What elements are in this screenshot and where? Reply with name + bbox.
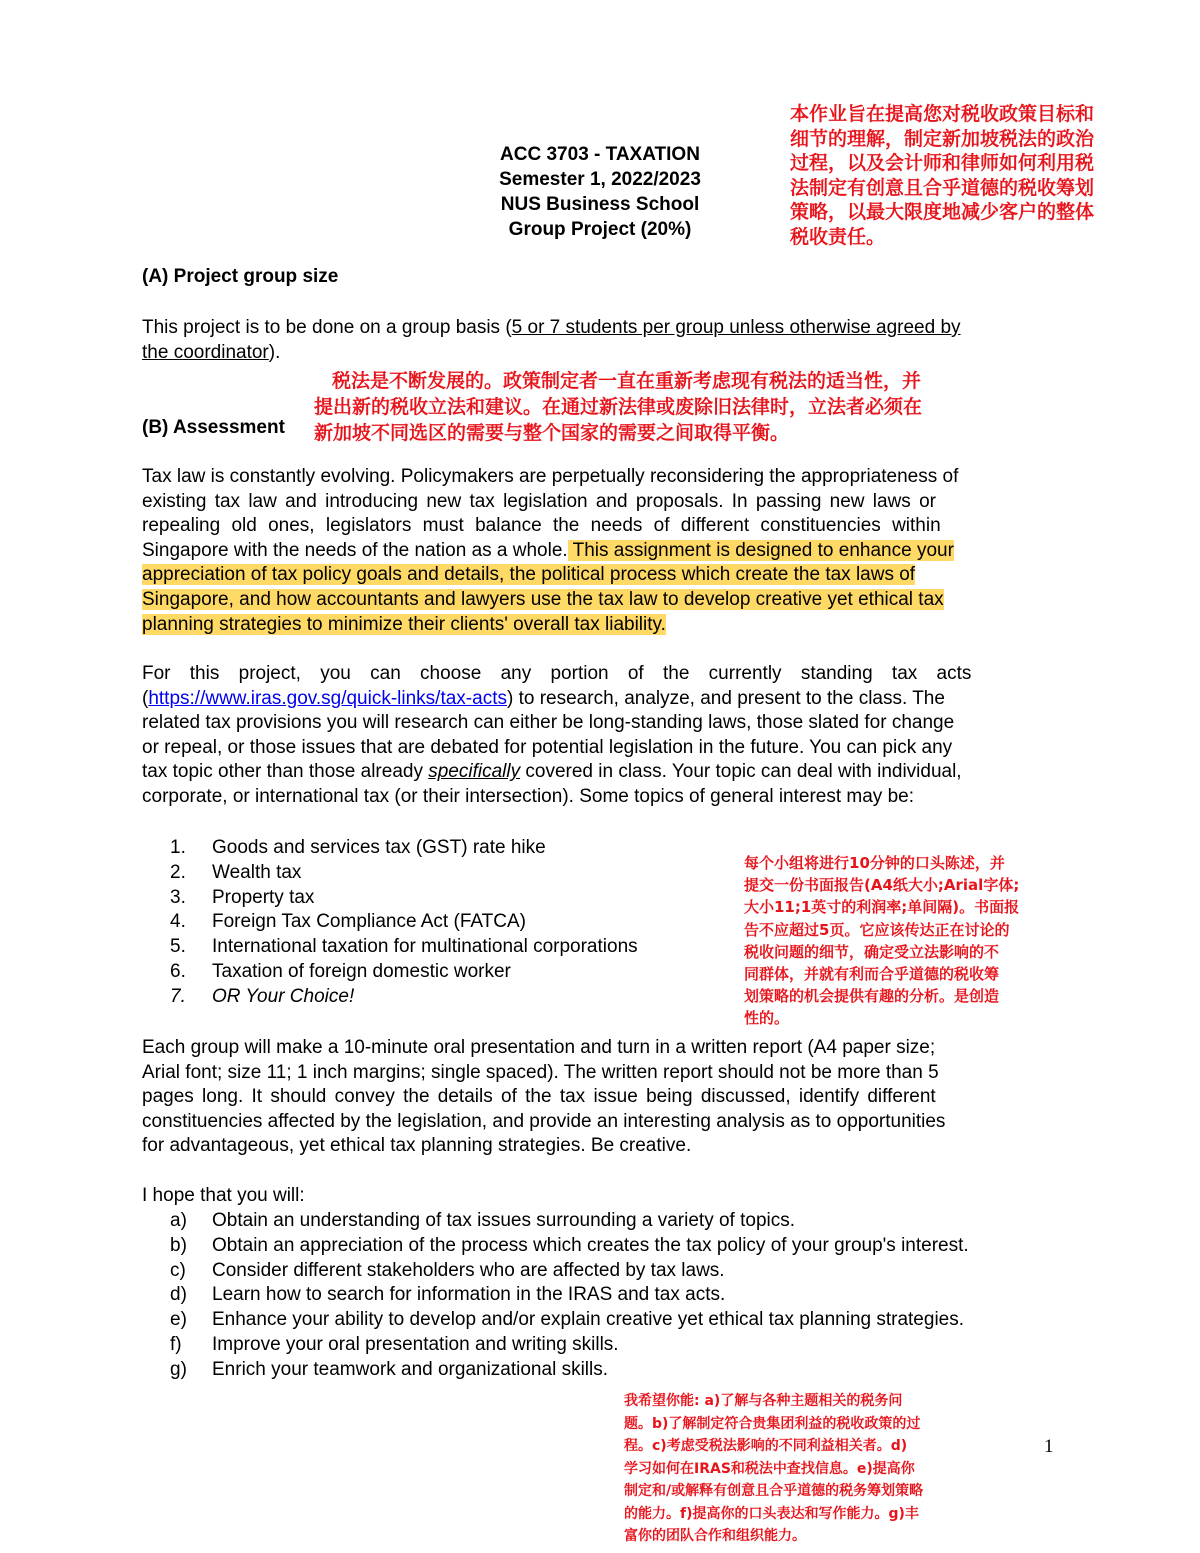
text-line: Tax law is constantly evolving. Policymakers are perpetually reconsidering the appropriateness of	[142, 466, 959, 487]
annotation-line: 新加坡不同选区的需要与整个国家的需要之间取得平衡。	[314, 422, 790, 444]
text-line: corporate, or international tax (or their intersection). Some topics of general interest may be:	[142, 785, 914, 807]
list-item	[170, 861, 638, 886]
topics-list	[170, 836, 638, 1010]
list-item	[170, 935, 638, 960]
list-item-text: Property tax	[212, 886, 315, 908]
list-item-text: Enhance your ability to develop and/or explain creative yet ethical tax planning strategies.	[212, 1309, 965, 1331]
annotation-line: 富你的团队合作和组织能力。	[624, 1528, 806, 1544]
annotation-line: 提交一份书面报告(A4纸大小;Arial字体;	[744, 876, 1020, 895]
list-item-text: Learn how to search for information in the IRAS and tax acts.	[212, 1284, 726, 1306]
highlighted-text: appreciation of tax policy goals and details, the political process which create the tax laws of	[142, 564, 916, 586]
text-fragment: tax topic other than those already	[142, 761, 429, 783]
annotation-line: 过程，以及会计师和律师如何利用税	[790, 152, 1095, 174]
annotation-line: 策略，以最大限度地减少客户的整体	[790, 201, 1095, 223]
section-a-text	[142, 316, 1060, 365]
list-item-text: Taxation of foreign domestic worker	[212, 960, 511, 982]
list-item-text: Enrich your teamwork and organizational skills.	[212, 1358, 609, 1380]
chinese-annotation-2	[314, 368, 1054, 446]
list-item-text: Obtain an appreciation of the process which creates the tax policy of your group's interest.	[212, 1234, 969, 1256]
annotation-line: 每个小组将进行10分钟的口头陈述，并	[744, 854, 1005, 872]
list-marker: a)	[170, 1210, 187, 1231]
annotation-line: 学习如何在IRAS和税法中查找信息。e)提高你	[624, 1460, 915, 1477]
highlighted-text: Singapore, and how accountants and lawyers use the tax law to develop creative yet ethical tax	[142, 588, 944, 610]
annotation-line: 的能力。f)提高你的口头表达和写作能力。g)丰	[624, 1505, 919, 1522]
list-marker: 3.	[170, 886, 186, 908]
list-item	[170, 960, 638, 985]
text-line: for advantageous, yet ethical tax planning strategies. Be creative.	[142, 1135, 692, 1157]
list-item	[170, 886, 638, 911]
list-item	[170, 836, 638, 861]
list-item	[170, 1308, 969, 1333]
text-fragment: covered in class. Your topic can deal with individual,	[520, 761, 962, 783]
annotation-line: 大小11;1英寸的利润率;单间隔)。书面报	[744, 898, 1020, 917]
list-item-text: Obtain an understanding of tax issues surrounding a variety of topics.	[212, 1210, 796, 1231]
text-line: Each group will make a 10-minute oral presentation and turn in a written report (A4 paper size;	[142, 1037, 936, 1058]
list-marker: 6.	[170, 960, 186, 982]
annotation-line: 告不应超过5页。它应该传达正在讨论的	[744, 920, 1010, 939]
list-marker: e)	[170, 1309, 187, 1331]
list-item	[170, 1259, 969, 1284]
highlighted-text: planning strategies to minimize their clients' overall tax liability.	[142, 613, 666, 635]
list-marker: c)	[170, 1259, 186, 1281]
text-line: related tax provisions you will research can either be long-standing laws, those slated for change	[142, 712, 955, 734]
section-a-heading: (A) Project group size	[142, 266, 339, 287]
list-marker: 2.	[170, 861, 186, 883]
list-item-text: Improve your oral presentation and writing skills.	[212, 1333, 619, 1355]
page-number: 1	[1044, 1436, 1054, 1457]
list-item	[170, 985, 638, 1010]
list-item	[170, 1358, 969, 1383]
objectives-list	[170, 1209, 969, 1383]
section-b-heading: (B) Assessment	[142, 417, 285, 438]
text-line: repealing old ones, legislators must balance the needs of different constituencies within	[142, 515, 941, 537]
list-marker: b)	[170, 1234, 187, 1256]
chinese-annotation-1	[790, 102, 1152, 249]
chinese-annotation-4	[624, 1390, 1024, 1548]
annotation-line: 税收责任。	[790, 225, 886, 248]
document-header	[420, 142, 780, 242]
list-marker: f)	[170, 1333, 182, 1355]
list-item	[170, 1209, 969, 1234]
emphasized-text: specifically	[428, 761, 521, 783]
list-marker: 7.	[170, 985, 186, 1007]
underlined-text: 5 or 7 students per group unless otherwise agreed by	[511, 317, 961, 338]
chinese-annotation-3	[744, 852, 1060, 1030]
text-fragment: Singapore with the needs of the nation as a whole.	[142, 539, 568, 561]
list-item	[170, 1333, 969, 1358]
list-marker: 4.	[170, 911, 186, 933]
school-name: NUS Business School	[500, 194, 700, 215]
highlighted-text: This assignment is designed to enhance your	[567, 539, 954, 561]
project-weight: Group Project (20%)	[508, 219, 692, 240]
text-line: pages long. It should convey the details of the tax issue being discussed, identify different	[142, 1086, 936, 1108]
list-item-text: International taxation for multinational corporations	[212, 936, 638, 958]
tax-acts-link[interactable]: https://www.iras.gov.sg/quick-links/tax-acts	[148, 687, 507, 709]
text-line: existing tax law and introducing new tax legislation and proposals. In passing new laws or	[142, 490, 936, 512]
annotation-line: 程。c)考虑受税法影响的不同利益相关者。d)	[624, 1438, 908, 1454]
list-marker: d)	[170, 1284, 187, 1306]
list-marker: 1.	[170, 837, 186, 858]
annotation-line: 税收问题的细节，确定受立法影响的不	[744, 942, 1000, 961]
assessment-paragraph-3	[142, 1036, 1060, 1159]
text-fragment: (	[142, 687, 149, 709]
list-item-text: OR Your Choice!	[212, 985, 355, 1007]
text-line: Arial font; size 11; 1 inch margins; single spaced). The written report should not be more than 5	[142, 1061, 939, 1083]
annotation-line: 我希望你能: a)了解与各种主题相关的税务问	[624, 1393, 903, 1409]
annotation-line: 提出新的税收立法和建议。在通过新法律或废除旧法律时，立法者必须在	[314, 396, 923, 418]
course-title: ACC 3703 - TAXATION	[500, 144, 700, 165]
annotation-line: 本作业旨在提高您对税收政策目标和	[790, 103, 1095, 125]
list-item	[170, 1283, 969, 1308]
list-marker: 5.	[170, 936, 186, 958]
list-item	[170, 910, 638, 935]
hope-intro: I hope that you will:	[142, 1185, 305, 1206]
annotation-line: 细节的理解，制定新加坡税法的政治	[790, 127, 1095, 150]
text-line: or repeal, or those issues that are debated for potential legislation in the future. You can pick any	[142, 736, 953, 758]
underlined-text: the coordinator	[142, 341, 269, 363]
annotation-line: 题。b)了解制定符合贵集团利益的税收政策的过	[624, 1415, 921, 1432]
assessment-paragraph-1	[142, 465, 1060, 637]
list-item-text: Wealth tax	[212, 861, 302, 883]
list-item-text: Consider different stakeholders who are affected by tax laws.	[212, 1259, 725, 1281]
text-line: For this project, you can choose any portion of the currently standing tax acts	[142, 663, 972, 684]
list-item-text: Foreign Tax Compliance Act (FATCA)	[212, 911, 526, 933]
list-marker: g)	[170, 1358, 187, 1380]
assessment-paragraph-2	[142, 662, 1060, 810]
list-item	[170, 1234, 969, 1259]
annotation-line: 法制定有创意且合乎道德的税收筹划	[790, 176, 1095, 199]
annotation-line: 税法是不断发展的。政策制定者一直在重新考虑现有税法的适当性，并	[332, 370, 922, 392]
text-line: constituencies affected by the legislation, and provide an interesting analysis as to opportunities	[142, 1110, 946, 1132]
text-fragment: ).	[268, 341, 281, 363]
annotation-line: 制定和/或解释有创意且合乎道德的税务筹划策略	[624, 1483, 924, 1499]
text-fragment: ) to research, analyze, and present to the class. The	[506, 687, 945, 709]
annotation-line: 划策略的机会提供有趣的分析。是创造	[744, 987, 1000, 1006]
annotation-line: 性的。	[744, 1009, 790, 1028]
semester: Semester 1, 2022/2023	[499, 169, 701, 190]
list-item-text: Goods and services tax (GST) rate hike	[212, 837, 546, 858]
text-fragment: This project is to be done on a group basis (	[142, 317, 512, 338]
annotation-line: 同群体，并就有利而合乎道德的税收筹	[744, 965, 1000, 984]
